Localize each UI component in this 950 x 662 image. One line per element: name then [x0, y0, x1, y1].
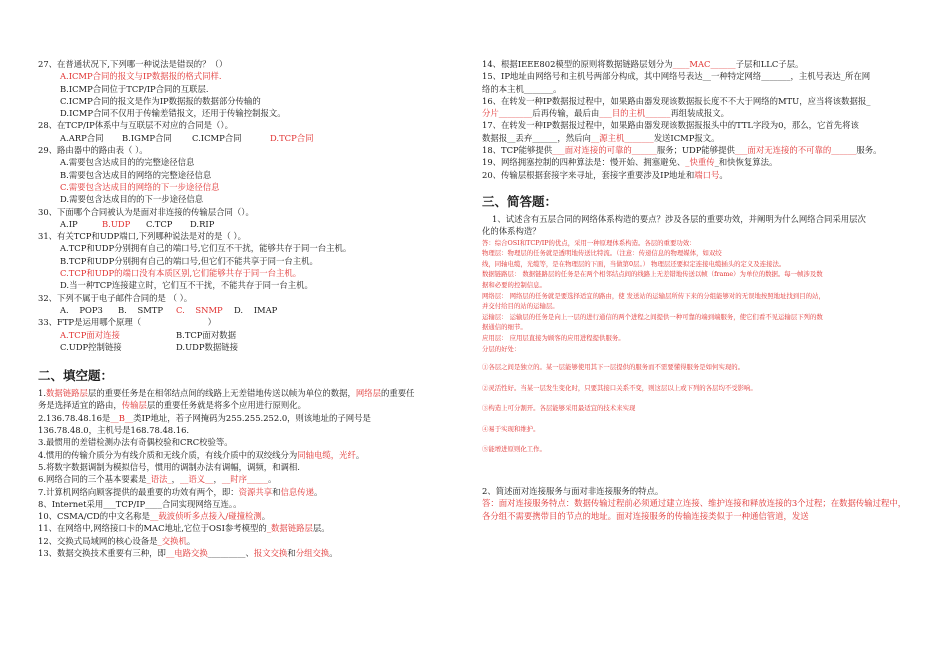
right-column — [482, 58, 914, 534]
essay-answer-line: 运输层： 运输层的任务是向上一层的进行通信的两个进程之间提供一种可靠的端到端服务，使它们看不见运输层下列的数 — [482, 312, 823, 321]
fill-2-text-a: 2.136.78.48.16是 — [38, 412, 111, 423]
q27-option-c: C.ICMP合同的报文是作为IP数据报的数据部分传输的 — [60, 95, 261, 106]
q33-row2 — [38, 341, 456, 353]
fill-20 — [482, 169, 914, 181]
fill-18-end: 服务。 — [856, 145, 882, 156]
q33-row1 — [38, 329, 456, 341]
essay-answer-line: 分层的好处： — [482, 344, 521, 353]
fill-2-text-b: 类IP地址，若子网掩码为255.255.252.0，则该地址的子网号是 — [133, 412, 371, 423]
q28-option-c: C.ICMP合同 — [192, 132, 242, 143]
fill-7-and: 和 — [272, 486, 281, 497]
fill-16-line2 — [482, 107, 914, 119]
left-column — [38, 58, 456, 559]
fill-13-answer-b: 报文交换 — [253, 547, 288, 558]
fill-6-answer-c: __时序_____ — [221, 474, 268, 485]
q28-stem: 28、在TCP/IP体系中与互联层不对应的合同是（）。 — [38, 120, 233, 131]
q27-option-a: A.ICMP合同的报文与IP数据报的格式同样. — [60, 71, 222, 82]
fill-12 — [38, 535, 456, 547]
fill-10-answer: __载波侦听多点接入/碰撞检测 — [150, 511, 262, 522]
fill-5: 5.将数字数据调制为模拟信号，惯用的调制办法有调幅，调频，和调相. — [38, 461, 300, 472]
fill-1-text-a: 层的重要任务是在相邻结点间的线路上无差错地传送以帧为单位的数据， — [87, 388, 356, 399]
q33-option-c: C.UDP控制链接 — [60, 341, 122, 352]
fill-4-text: 4.惯用的传输介质分为有线介质和无线介质，有线介质中的双绞线分为 — [38, 449, 298, 460]
q33-option-d: D.UDP数据链接 — [176, 341, 238, 352]
q28-options — [38, 132, 456, 144]
fill-12-answer: _交换机 — [157, 535, 187, 546]
fill-13-answer-a: __电路交换 — [165, 547, 208, 558]
fill-1-text-d: 层的重要任务就是将多个应用进行原则化。 — [146, 400, 306, 411]
fill-13 — [38, 547, 456, 559]
essay-answer-line: 线，同轴电缆，光缆等，是在物理层的下面，当做第0层。） 物理层还要拟定连接电缆插头的定义及连接法。 — [482, 259, 786, 268]
essay-q2: 2、简述面对连接服务与面对非连接服务的特点。 — [482, 486, 664, 497]
q33-option-b: B.TCP面对数据 — [176, 329, 236, 340]
fill-20-answer: 端口号 — [694, 169, 720, 180]
fill-3: 3.最惯用的差错检测办法有奇偶校验和CRC校验等。 — [38, 437, 233, 448]
fill-4-end: 。 — [355, 449, 365, 460]
q30-option-c: C.TCP — [146, 218, 173, 229]
fill-14-text: 14、根据IEEE802模型的原则将数据链路层划分为 — [482, 59, 673, 69]
fill-1-answer-a: 数据链路层 — [46, 388, 88, 399]
fill-10-text: 10、CSMA/CD的中文名称是 — [38, 511, 150, 522]
fill-15-line2: 络的本主机_______。 — [482, 83, 562, 94]
q28-option-a: A.ARP合同 — [60, 132, 104, 143]
fill-18 — [482, 144, 914, 156]
essay-q2-answer: 答：面对连接服务特点：数据传输过程前必须通过建立连接、维护连接和释放连接的3个过程；在数据传输过程中，各分组不需要携带目的节点的地址。面对连接服务的传输连接类似于一种通信管道，发送 — [482, 498, 907, 521]
essay-answer-line: 据通信的细节。 — [482, 323, 527, 332]
essay-answer-line: 数据链路层： 数据链路层的任务是在两个相邻结点间的线路上无差错地传送以帧（frame）为单位的数据。每一帧涉及数 — [482, 270, 823, 279]
q32-stem: 32、下列不属于电子邮件合同的是 （ ）。 — [38, 292, 193, 303]
fill-7 — [38, 486, 456, 498]
fill-6-answer-a: _语法_ — [146, 474, 172, 485]
q30-option-d: D.RIP — [190, 218, 215, 229]
q32-option-a: A. POP3 — [60, 304, 103, 315]
fill-7-answer-b: 信息传递 — [280, 486, 314, 497]
q28-option-b: B.IGMP合同 — [122, 132, 172, 143]
q27-option-d: D.ICMP合同不仅用于传输差错报文，还用于传输控制报文。 — [60, 108, 286, 119]
fill-8: 8、Internet采用___TCP/IP____合同实现网络互连。。 — [38, 498, 242, 509]
fill-2-answer: __B__ — [110, 412, 134, 423]
fill-12-end: 。 — [186, 535, 196, 546]
fill-11 — [38, 522, 456, 534]
fill-15-line1: 15、IP地址由网络号和主机号两部分构成，其中网络号表达__一种特定网络_______，主机号表达_所在网 — [482, 71, 871, 82]
q29-option-b: B.需要包含达成目的网络的完整途径信息 — [60, 169, 212, 180]
fill-13-blank: _________、 — [207, 547, 254, 558]
fill-13-text: 13、数据交换技术重要有三种，即 — [38, 547, 166, 558]
essay-answer-line: 答：综合OSI和TCP/IP的优点，采用一种原理体系构造。各层的重要功效： — [482, 238, 696, 247]
fill-6 — [38, 473, 456, 485]
q29-option-d: D.需要包含达成目的的下一步途径信息 — [60, 194, 204, 205]
fill-12-text: 12、交换式局域网的核心设备是 — [38, 535, 158, 546]
section3-heading: 三、简答题： — [482, 193, 558, 209]
fill-18-answer-b: ___面对无连接的不可靠的______ — [734, 145, 857, 156]
fill-17-answer: __源主机_______ — [590, 132, 654, 143]
fill-14-answer: ____MAC______ — [672, 59, 736, 69]
benefit-item: ⑤能增进原则化工作。 — [482, 445, 546, 454]
q33-stem: 33、FTP是运用哪个原理（ ） — [38, 317, 216, 328]
fill-16-line1: 16、在转发一种IP数据报过程中，如果路由器发现该数据报长度不不大于网络的MTU，应当将该数据报_ — [482, 95, 871, 106]
fill-17-text: 数据报__丢弃______，然后向 — [482, 132, 591, 143]
fill-1-prefix: 1. — [38, 388, 46, 399]
q31-option-c: C.TCP和UDP的端口没有本质区别,它们能够共存于同一台主机。 — [60, 268, 302, 279]
q30-stem: 30、下面哪个合同被认为是面对非连接的传输层合同（）。 — [38, 206, 254, 217]
q32-options — [38, 304, 456, 316]
q32-option-b: B. SMTP — [118, 304, 163, 315]
q31-option-a: A.TCP和UDP分别拥有自己的端口号,它们互不干扰，能够共存于同一台主机。 — [60, 243, 352, 254]
fill-16-text: 后再传输，最后由 — [532, 108, 600, 119]
q29-option-a: A.需要包含达成目的的完整途径信息 — [60, 157, 195, 168]
q31-option-d: D.当一种TCP连接建立时，它们互不干扰，不能共存于同一台主机。 — [60, 280, 313, 291]
fill-19-text: 19、网络拥塞控制的四种算法是：慢开始、拥塞避免、 — [482, 157, 686, 168]
q29-option-c: C.需要包含达成目的网络的下一步途径信息 — [60, 181, 220, 192]
q28-option-d: D.TCP合同 — [270, 132, 314, 143]
fill-16-answer-a: 分片________ — [482, 108, 533, 119]
q31-stem: 31、有关TCP和UDP端口,下列哪种说法是对的是（ ）。 — [38, 231, 246, 242]
fill-17-end: 发送ICMP报文。 — [653, 132, 720, 143]
essay-answer-line: 并交付给目的站的运输层。 — [482, 302, 559, 311]
fill-6-text: 6.网络合同的三个基本要素是 — [38, 474, 147, 485]
fill-13-answer-c: 分组交换 — [295, 547, 330, 558]
fill-6-answer-b: __语义__ — [180, 474, 214, 485]
fill-16-end: 再组装成报文。 — [670, 108, 730, 119]
q30-options — [38, 218, 456, 230]
fill-1-answer-c: 传输层 — [121, 400, 147, 411]
fill-19-end: _和快恢复算法。 — [714, 157, 778, 168]
q30-option-b: B.UDP — [102, 218, 131, 229]
benefit-item: ③构造上可分割开。各层能够采用最适宜的技术来实现 — [482, 404, 636, 413]
fill-17-line2 — [482, 132, 914, 144]
fill-7-end: 。 — [314, 486, 323, 497]
essay-q1-line1: 1、试述含有五层合同的网络体系构造的要点？涉及各层的重要功效，并阐明为什么网络合同采用层次 — [492, 213, 866, 224]
essay-answer-line: 应用层： 应用层直接为顾客的应用进程提供服务。 — [482, 333, 625, 342]
fill-13-and: 和 — [287, 547, 296, 558]
benefit-item: ②灵活性好。当某一层发生变化时，只要其接口关系不变，则这层以上或下列的各层均不受影响。 — [482, 383, 757, 392]
fill-20-end: 。 — [719, 169, 728, 180]
fill-16-answer-b: ___目的主机______ — [599, 108, 671, 119]
fill-11-answer: _数据链路层 — [266, 523, 313, 534]
fill-13-end: 。 — [329, 547, 338, 558]
essay-answer-line: 据和必要的控制信息。 — [482, 280, 546, 289]
fill-19-answer: _快重传 — [685, 157, 715, 168]
fill-6-sep-b: ， — [213, 474, 222, 485]
fill-1-line1 — [38, 387, 456, 399]
fill-11-text: 11、在网络中,网络接口卡的MAC地址,它位于OSI参考模型的 — [38, 523, 267, 534]
fill-2-line2: 136.78.48.0，主机号是168.78.48.16. — [38, 425, 190, 436]
essay-q1-line2: 化的体系构造？ — [482, 226, 541, 237]
fill-11-end: 层。 — [312, 523, 330, 534]
fill-4-answer: 同轴电缆，光纤 — [297, 449, 356, 460]
fill-4 — [38, 449, 456, 461]
fill-1-text-b: 的重要任 — [381, 388, 415, 399]
q32-option-d: D. IMAP — [234, 304, 278, 315]
fill-7-answer-a: 资源共享 — [238, 486, 273, 497]
fill-18-text-b: 服务；UDP能够提供 — [656, 145, 735, 156]
fill-1-line2 — [38, 399, 456, 411]
q27-stem: 27、在普通状况下,下列哪一种说法是错误的？（） — [38, 59, 228, 69]
benefit-item: ①各层之间是独立的。某一层能够使用其下一层提供的服务而不需要懂得服务是如何实现的。 — [482, 363, 745, 372]
q27-option-b: B.ICMP合同位于TCP/IP合同的互联层. — [60, 83, 209, 94]
essay-answer-line: 网络层： 网络层的任务就是要选择适宜的路由，使 发送站的运输层所传下来的分组能够对的无误地按照地址找到目的站， — [482, 291, 825, 300]
fill-14 — [482, 58, 914, 70]
q33-option-a: A.TCP面对连接 — [60, 329, 120, 340]
fill-2-line1 — [38, 412, 456, 424]
fill-17-line1: 17、在转发一种IP数据报过程中，如果路由器发现该数据报报头中的TTL字段为0，那么，它首先将该 — [482, 120, 859, 131]
benefit-item: ④易于实现和维护。 — [482, 424, 540, 433]
fill-20-text: 20、传输层根据套接字来寻址，套接字重要涉及IP地址和 — [482, 169, 695, 180]
fill-18-text-a: 18、TCP能够提供 — [482, 145, 553, 156]
essay-answer-line: 物理层：物理层的任务就是透明地传送比特流。（注意：传递信息的物理媒体，如双绞 — [482, 249, 722, 258]
fill-7-text: 7.计算机网络向顾客提供的最重要的功效有两个，即： — [38, 486, 239, 497]
fill-1-text-c: 务是选择适宜的路由， — [38, 400, 122, 411]
fill-10 — [38, 510, 456, 522]
fill-18-answer-a: ___面对连接的可靠的______ — [552, 145, 657, 156]
fill-1-answer-b: 网络层 — [355, 388, 381, 399]
q32-option-c: C. SNMP — [176, 304, 223, 315]
fill-6-end: 。 — [267, 474, 277, 485]
fill-6-sep-a: ， — [171, 474, 180, 485]
q30-option-a: A.IP — [60, 218, 78, 229]
fill-14-end: 子层和LLC子层。 — [735, 59, 804, 69]
q31-option-b: B.TCP和UDP分别拥有自己的端口号,但它们不能共享于同一台主机。 — [60, 255, 318, 266]
section2-heading: 二、填空题： — [38, 368, 114, 384]
q29-stem: 29、路由器中的路由表（ ）。 — [38, 145, 148, 156]
fill-19 — [482, 156, 914, 168]
fill-10-end: 。 — [261, 511, 271, 522]
